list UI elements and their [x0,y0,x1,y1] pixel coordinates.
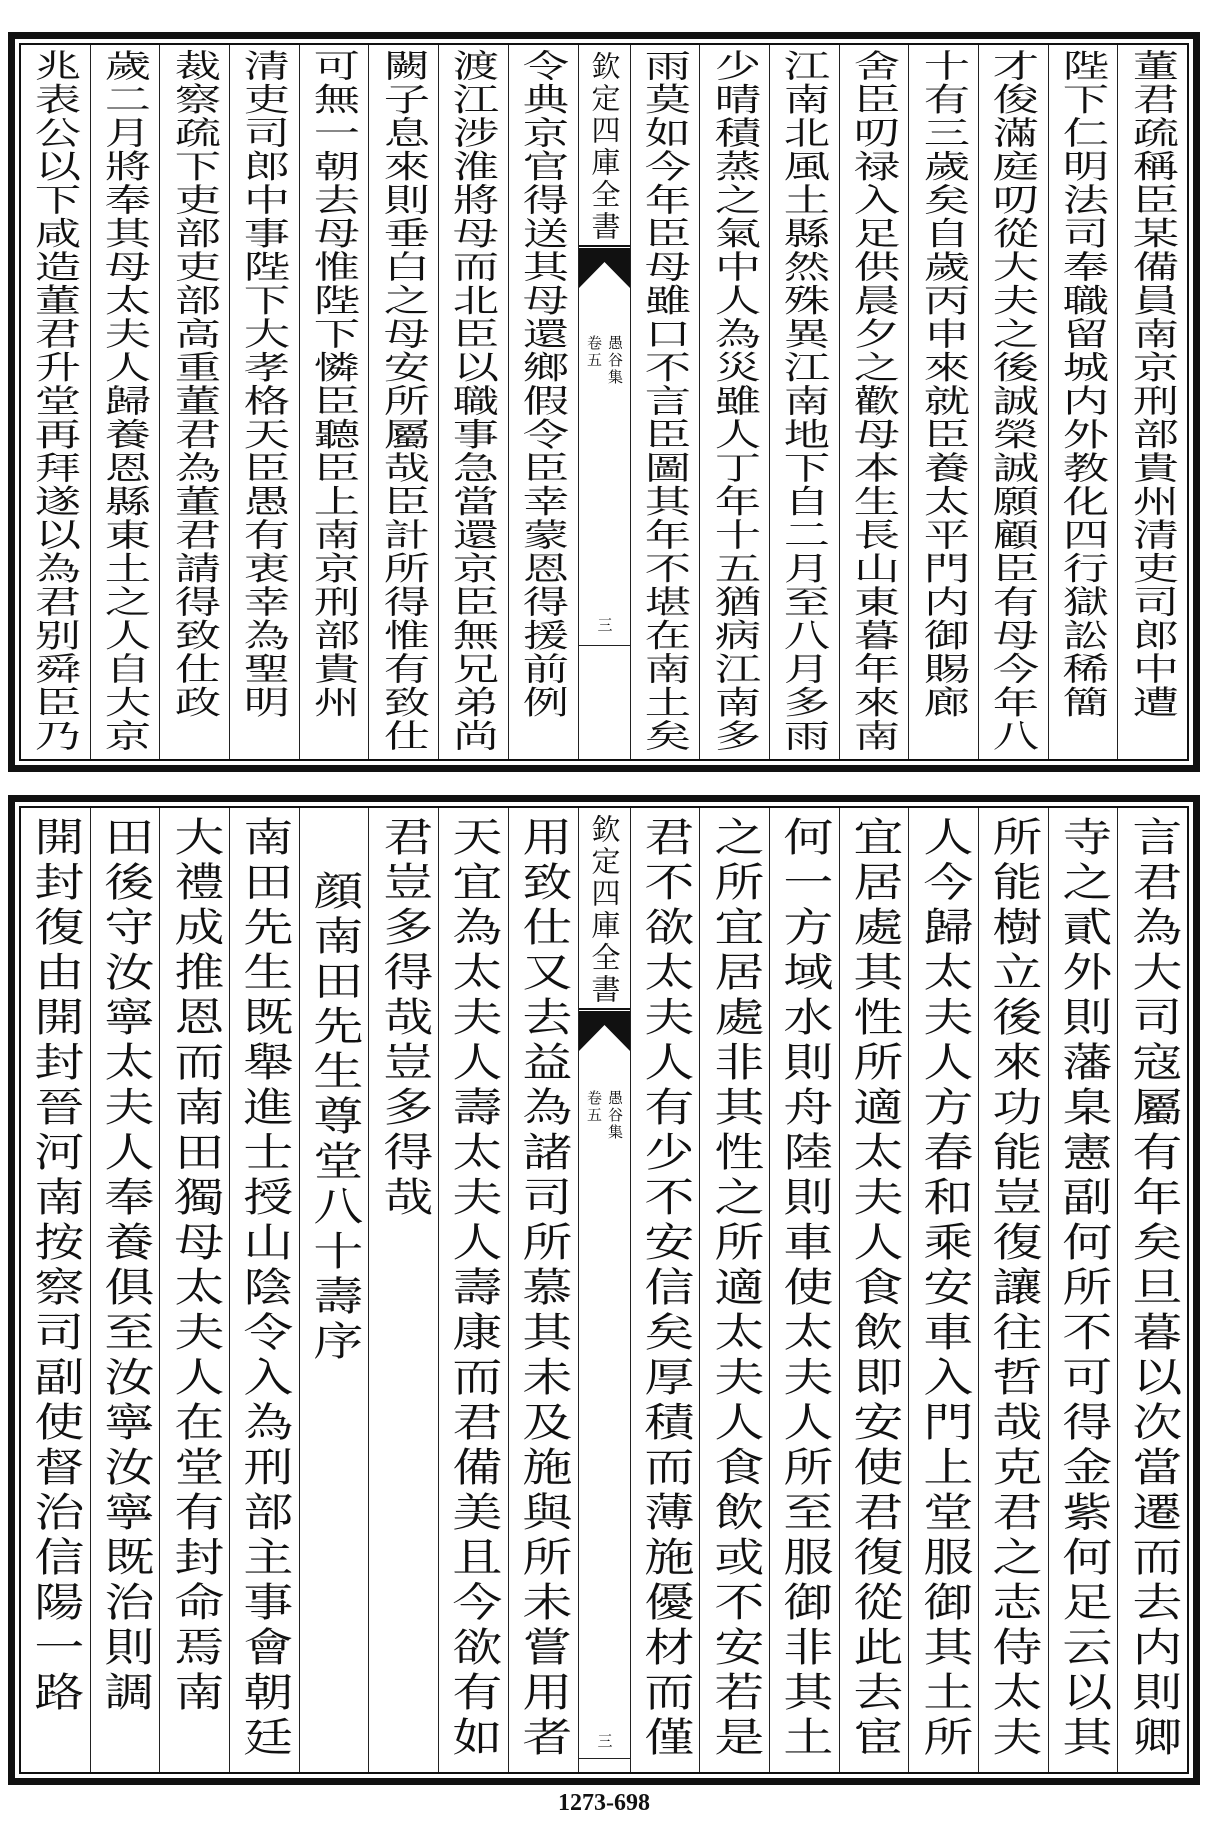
text-column [368,45,438,759]
column-text: 渡江涉淮將母而北臣以職事急當還京臣無兄弟尚 [445,49,502,753]
text-column [699,45,769,759]
book-title: 愚谷集 [606,1090,624,1141]
column-text: 君豈多得哉豈多得哉 [375,816,433,1221]
text-column [438,808,508,1772]
column-text: 言君為大司寇屬有年矣旦暮以次當遷而去内則卿 [1123,816,1182,1761]
text-column [21,45,90,759]
text-column [630,808,700,1772]
text-column [229,808,299,1772]
text-column [769,45,839,759]
column-text: 十有三歲矣自歲丙申來就臣養太平門内御賜廊 [916,49,972,719]
column-text: 清吏司郎中事陛下大孝格天臣愚有衷幸為聖明 [236,49,292,719]
margin-rule [579,1758,630,1759]
column-text: 江南北風土縣然殊異江南地下自二月至八月多雨 [776,49,832,753]
column-text: 舍臣叨禄入足供晨夕之歡母本生長山東暮年來南 [846,49,902,753]
column-text: 君不欲太夫人有少不安信矣厚積而薄施優材而僅 [636,816,694,1761]
column-text: 所能樹立後來功能豈復讓往哲哉克君之志侍太夫 [984,816,1043,1761]
column-text: 兆表公以下咸造董君升堂再拜遂以為君别舜臣乃 [27,49,83,753]
column-text: 大禮成推恩而南田獨母太夫人在堂有封命焉南 [165,816,224,1716]
text-column [159,808,229,1772]
column-text: 可無一朝去母惟陛下憐臣聽臣上南京刑部貴州 [306,49,362,719]
book-title: 愚谷集 [606,335,624,386]
page-half-top [8,32,1200,772]
column-text: 田後守汝寧太夫人奉養俱至汝寧汝寧既治則調 [96,816,154,1716]
column-text: 裁察疏下吏部吏部高重董君為董君請得致仕政 [167,49,223,719]
column-text: 用致仕又去益為諸司所慕其未及施與所未嘗用者 [514,816,572,1761]
text-column [978,808,1048,1772]
juan-label: 卷五 [585,335,603,369]
page-number: 三 [595,1733,614,1750]
text-column [630,45,700,759]
fish-tail-mark [579,248,630,292]
book-info [579,1090,630,1170]
text-column [699,808,769,1772]
text-column [908,808,978,1772]
text-column [299,45,369,759]
text-column [978,45,1048,759]
column-text: 寺之貳外則藩臬憲副何所不可得金紫何足云以其 [1054,816,1112,1761]
text-column [839,45,909,759]
text-frame [19,43,1189,761]
fish-tail-mark [579,1011,630,1055]
column-text: 之所宜居處非其性之所適太夫人食飲或不安若是 [705,816,764,1761]
collection-title-box [579,45,630,247]
column-text: 董君疏稱臣某備員南京刑部貴州清吏司郎中遭 [1125,49,1181,719]
text-column [1117,45,1187,759]
center-margin [578,45,630,759]
center-margin [578,808,630,1772]
margin-rule [579,645,630,646]
column-text: 陛下仁明法司奉職留城内外教化四行獄訟稀簡 [1055,49,1111,719]
text-column [839,808,909,1772]
section-title: 顔南田先生尊堂八十壽序 [305,870,363,1365]
text-column [1048,45,1118,759]
section-title-column [299,808,369,1772]
column-text: 少晴積蒸之氣中人為災雖人丁年十五猶病江南多 [706,49,763,753]
column-text: 才俊滿庭叨從大夫之後誠榮誠願顧臣有母今年八 [985,49,1041,753]
page-number: 三 [595,617,614,634]
column-text: 南田先生既舉進士授山陰令入為刑部主事會朝廷 [235,816,294,1761]
column-text: 宜居處其性所適太夫人食飲即安使君復從此去宦 [845,816,903,1761]
page-half-bottom [8,795,1200,1785]
column-text: 何一方域水則舟陸則車使太夫人所至服御非其土 [775,816,833,1761]
column-text: 歲二月將奉其母太夫人歸養恩縣東土之人自大京 [97,49,153,753]
text-column [438,45,508,759]
column-text: 闕子息來則垂白之母安所屬哉臣計所得惟有致仕 [376,49,432,753]
collection-title: 欽定四庫全書 [587,814,622,1006]
text-column [229,45,299,759]
column-text: 令典京官得送其母還鄉假令臣幸蒙恩得援前例 [515,49,571,719]
text-column [769,808,839,1772]
text-column [90,45,160,759]
text-frame [19,806,1189,1774]
text-column [508,808,578,1772]
text-column [159,45,229,759]
text-column [90,808,160,1772]
text-column [508,45,578,759]
column-text: 天宜為太夫人壽太夫人壽康而君備美且今欲有如 [444,816,503,1761]
juan-label: 卷五 [585,1090,603,1124]
text-column [21,808,90,1772]
text-column [1048,808,1118,1772]
text-column [1117,808,1187,1772]
column-text: 雨莫如今年臣母雖口不言臣圖其年不堪在南土矣 [637,49,693,753]
column-text: 人今歸太夫人方春和乘安車入門上堂服御其土所 [914,816,973,1761]
collection-title: 欽定四庫全書 [587,51,622,243]
text-column [908,45,978,759]
collection-title-box [579,808,630,1010]
text-column [368,808,438,1772]
column-text: 開封復由開封晉河南按察司副使督治信陽一路 [26,816,85,1716]
book-info [579,335,630,415]
page-reference: 1273-698 [558,1790,650,1816]
